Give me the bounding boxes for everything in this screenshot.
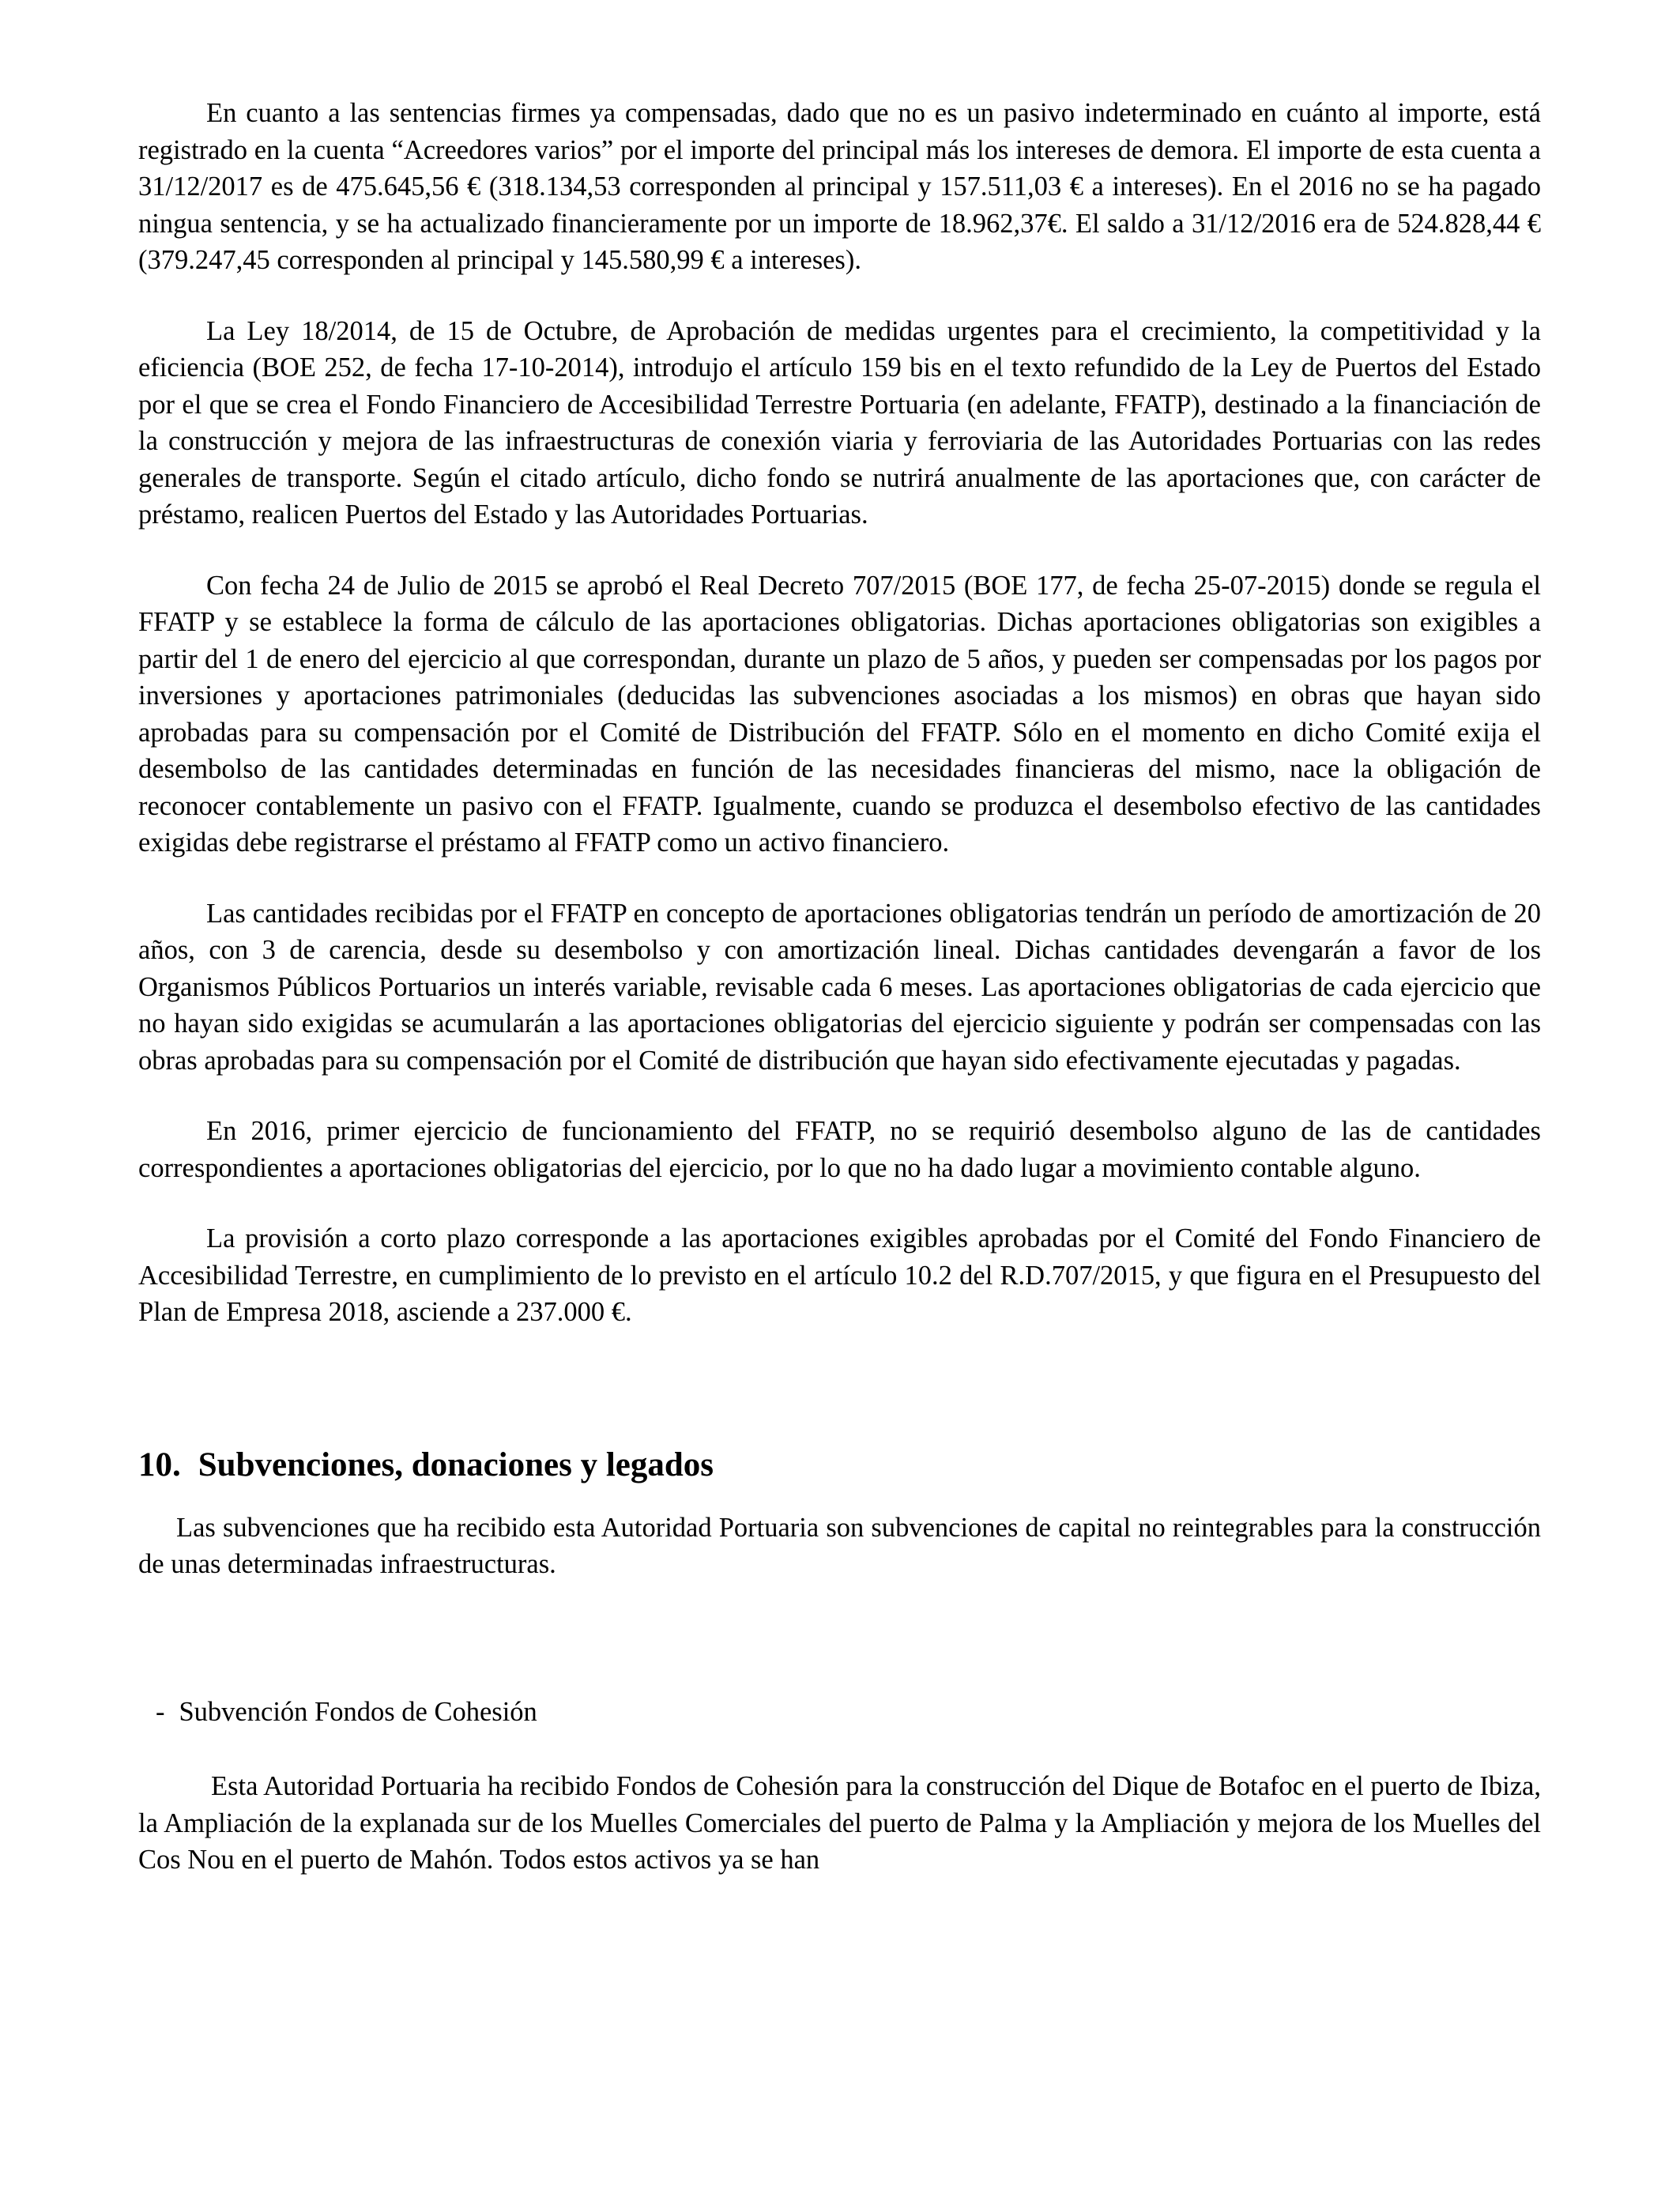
paragraph-real-decreto: Con fecha 24 de Julio de 2015 se aprobó el Real Decreto 707/2015 (BOE 177, de fecha 25-07-2015) donde se regula el FFATP y se establece la forma de cálculo de las aportaciones obligatorias. Dichas aportaciones obligatorias son exigibles a partir del 1 de enero del ejercicio al que correspondan, durante un plazo de 5 años, y pueden ser compensadas por los pagos por inversiones y aportaciones patrimoniales (deducidas las subvenciones asociadas a los mismos) en obras que hayan sido aprobadas para su compensación por el Comité de Distribución del FFATP. Sólo en el momento en dicho Comité exija el desembolso de las cantidades determinadas en función de las necesidades financieras del mismo, nace la obligación de reconocer contablemente un pasivo con el FFATP. Igualmente, cuando se produzca el desembolso efectivo de las cantidades exigidas debe registrarse el préstamo al FFATP como un activo financiero.: [138, 570, 1541, 858]
section-intro: Las subvenciones que ha recibido esta Autoridad Portuaria son subvenciones de capital no reintegrables para la construcción de unas determinadas infraestructuras.: [138, 1512, 1541, 1579]
subsection-heading: [156, 1694, 1541, 1731]
paragraph-ley-18-2014: La Ley 18/2014, de 15 de Octubre, de Aprobación de medidas urgentes para el crecimiento, la competitividad y la eficiencia (BOE 252, de fecha 17-10-2014), introdujo el artículo 159 bis en el texto refundido de la Ley de Puertos del Estado por el que se crea el Fondo Financiero de Accesibilidad Terrestre Portuaria (en adelante, FFATP), destinado a la financiación de la construcción y mejora de las infraestructuras de conexión viaria y ferroviaria de las Autoridades Portuarias con las redes generales de transporte. Según el citado artículo, dicho fondo se nutrirá anualmente de las aportaciones que, con carácter de préstamo, realicen Puertos del Estado y las Autoridades Portuarias.: [138, 315, 1541, 530]
paragraph-provision: La provisión a corto plazo corresponde a las aportaciones exigibles aprobadas por el Comité del Fondo Financiero de Accesibilidad Terrestre, en cumplimiento de lo previsto en el artículo 10.2 del R.D.707/2015, y que figura en el Presupuesto del Plan de Empresa 2018, asciende a 237.000 €.: [138, 1223, 1541, 1327]
paragraph-cantidades-recibidas: Las cantidades recibidas por el FFATP en concepto de aportaciones obligatorias tendrán un período de amortización de 20 años, con 3 de carencia, desde su desembolso y con amortización lineal. Dichas cantidades devengarán a favor de los Organismos Públicos Portuarios un interés variable, revisable cada 6 meses. Las aportaciones obligatorias de cada ejercicio que no hayan sido exigidas se acumularán a las aportaciones obligatorias del ejercicio siguiente y podrán ser compensadas con las obras aprobadas para su compensación por el Comité de distribución que hayan sido efectivamente ejecutadas y pagadas.: [138, 898, 1541, 1076]
subsection-paragraph: Esta Autoridad Portuaria ha recibido Fondos de Cohesión para la construcción del Dique de Botafoc en el puerto de Ibiza, la Ampliación de la explanada sur de los Muelles Comerciales del puerto de Palma y la Ampliación y mejora de los Muelles del Cos Nou en el puerto de Mahón. Todos estos activos ya se han: [138, 1771, 1541, 1875]
paragraph-2016-ejercicio: En 2016, primer ejercicio de funcionamiento del FFATP, no se requirió desembolso alguno de las de cantidades correspondientes a aportaciones obligatorias del ejercicio, por lo que no ha dado lugar a movimiento contable alguno.: [138, 1116, 1541, 1183]
section-title: Subvenciones, donaciones y legados: [198, 1446, 714, 1483]
document-page: [138, 95, 1541, 1879]
bullet-dash: -: [156, 1696, 165, 1727]
section-heading: [138, 1442, 1541, 1489]
paragraph-sentencias: En cuanto a las sentencias firmes ya compensadas, dado que no es un pasivo indeterminado en cuánto al importe, está registrado en la cuenta “Acreedores varios” por el importe del principal más los intereses de demora. El importe de esta cuenta a 31/12/2017 es de 475.645,56 € (318.134,53 corresponden al principal y 157.511,03 € a intereses). En el 2016 no se ha pagado ningua sentencia, y se ha actualizado financieramente por un importe de 18.962,37€. El saldo a 31/12/2016 era de 524.828,44 € (379.247,45 corresponden al principal y 145.580,99 € a intereses).: [138, 98, 1541, 275]
subsection-title: Subvención Fondos de Cohesión: [179, 1696, 537, 1727]
section-number: 10.: [138, 1446, 181, 1483]
